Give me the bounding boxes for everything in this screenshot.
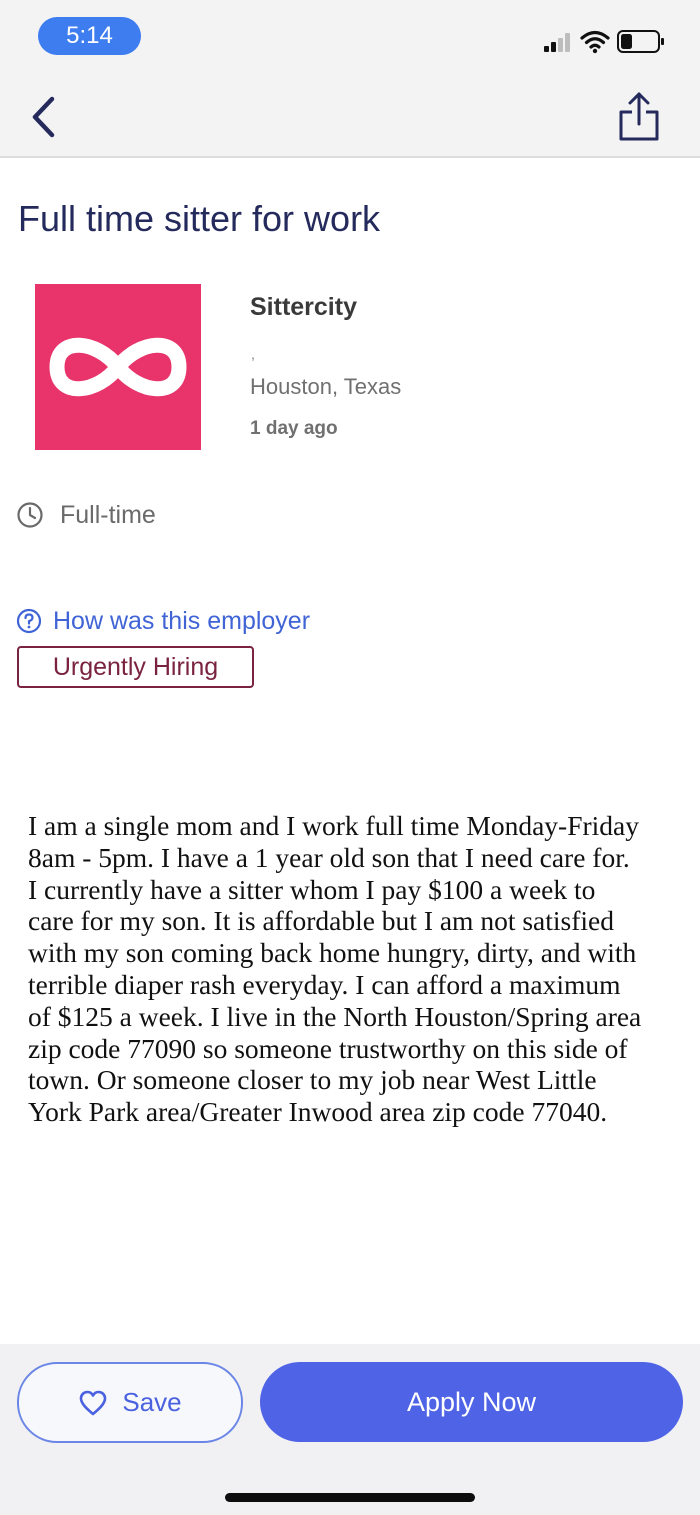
back-button[interactable] bbox=[22, 94, 66, 140]
description-line: 8am - 5pm. I have a 1 year old son that I need care for. bbox=[28, 841, 630, 873]
heart-icon bbox=[78, 1389, 108, 1417]
description-line: I currently have a sitter whom I pay $100 a week to bbox=[28, 873, 596, 905]
description-line: with my son coming back home hungry, dirty, and with bbox=[28, 937, 637, 969]
company-separator: , bbox=[251, 346, 255, 362]
posted-time: 1 day ago bbox=[250, 418, 338, 439]
cellular-signal-icon bbox=[544, 33, 570, 52]
job-type bbox=[16, 498, 156, 532]
status-time: 5:14 bbox=[38, 17, 141, 55]
description-line: I am a single mom and I work full time Monday-Friday bbox=[28, 810, 639, 841]
status-bar bbox=[0, 0, 700, 76]
status-icons bbox=[542, 28, 672, 56]
question-circle-icon bbox=[16, 608, 42, 634]
save-button[interactable] bbox=[17, 1362, 243, 1443]
job-description bbox=[28, 810, 678, 1128]
home-indicator bbox=[225, 1493, 475, 1502]
employer-feedback-label: How was this employer bbox=[53, 606, 311, 635]
job-location: Houston, Texas bbox=[250, 374, 402, 399]
clock-icon bbox=[16, 501, 44, 529]
company-name: Sittercity bbox=[250, 293, 357, 321]
description-line: care for my son. It is affordable but I am not satisfied bbox=[28, 905, 614, 937]
description-line: York Park area/Greater Inwood area zip code 77040. bbox=[28, 1096, 608, 1128]
wifi-icon bbox=[582, 33, 608, 54]
apply-now-button[interactable]: Apply Now bbox=[260, 1362, 683, 1442]
battery-icon bbox=[618, 31, 664, 52]
description-line: of $125 a week. I live in the North Houston/Spring area bbox=[28, 1000, 642, 1032]
save-label: Save bbox=[122, 1387, 182, 1417]
job-title: Full time sitter for work bbox=[18, 198, 381, 239]
nav-bar bbox=[0, 76, 700, 158]
company-logo bbox=[35, 284, 201, 450]
description-line: terrible diaper rash everyday. I can afford a maximum bbox=[28, 968, 621, 1000]
job-type-label: Full-time bbox=[60, 500, 156, 529]
bottom-action-bar bbox=[0, 1344, 700, 1515]
share-icon bbox=[612, 90, 666, 144]
employer-feedback-link[interactable] bbox=[16, 604, 310, 638]
urgently-hiring-badge: Urgently Hiring bbox=[17, 646, 254, 688]
description-line: zip code 77090 so someone trustworthy on this side of bbox=[28, 1032, 628, 1064]
share-button[interactable] bbox=[612, 90, 666, 144]
chevron-left-icon bbox=[22, 94, 66, 140]
description-line: town. Or someone closer to my job near West Little bbox=[28, 1064, 597, 1096]
